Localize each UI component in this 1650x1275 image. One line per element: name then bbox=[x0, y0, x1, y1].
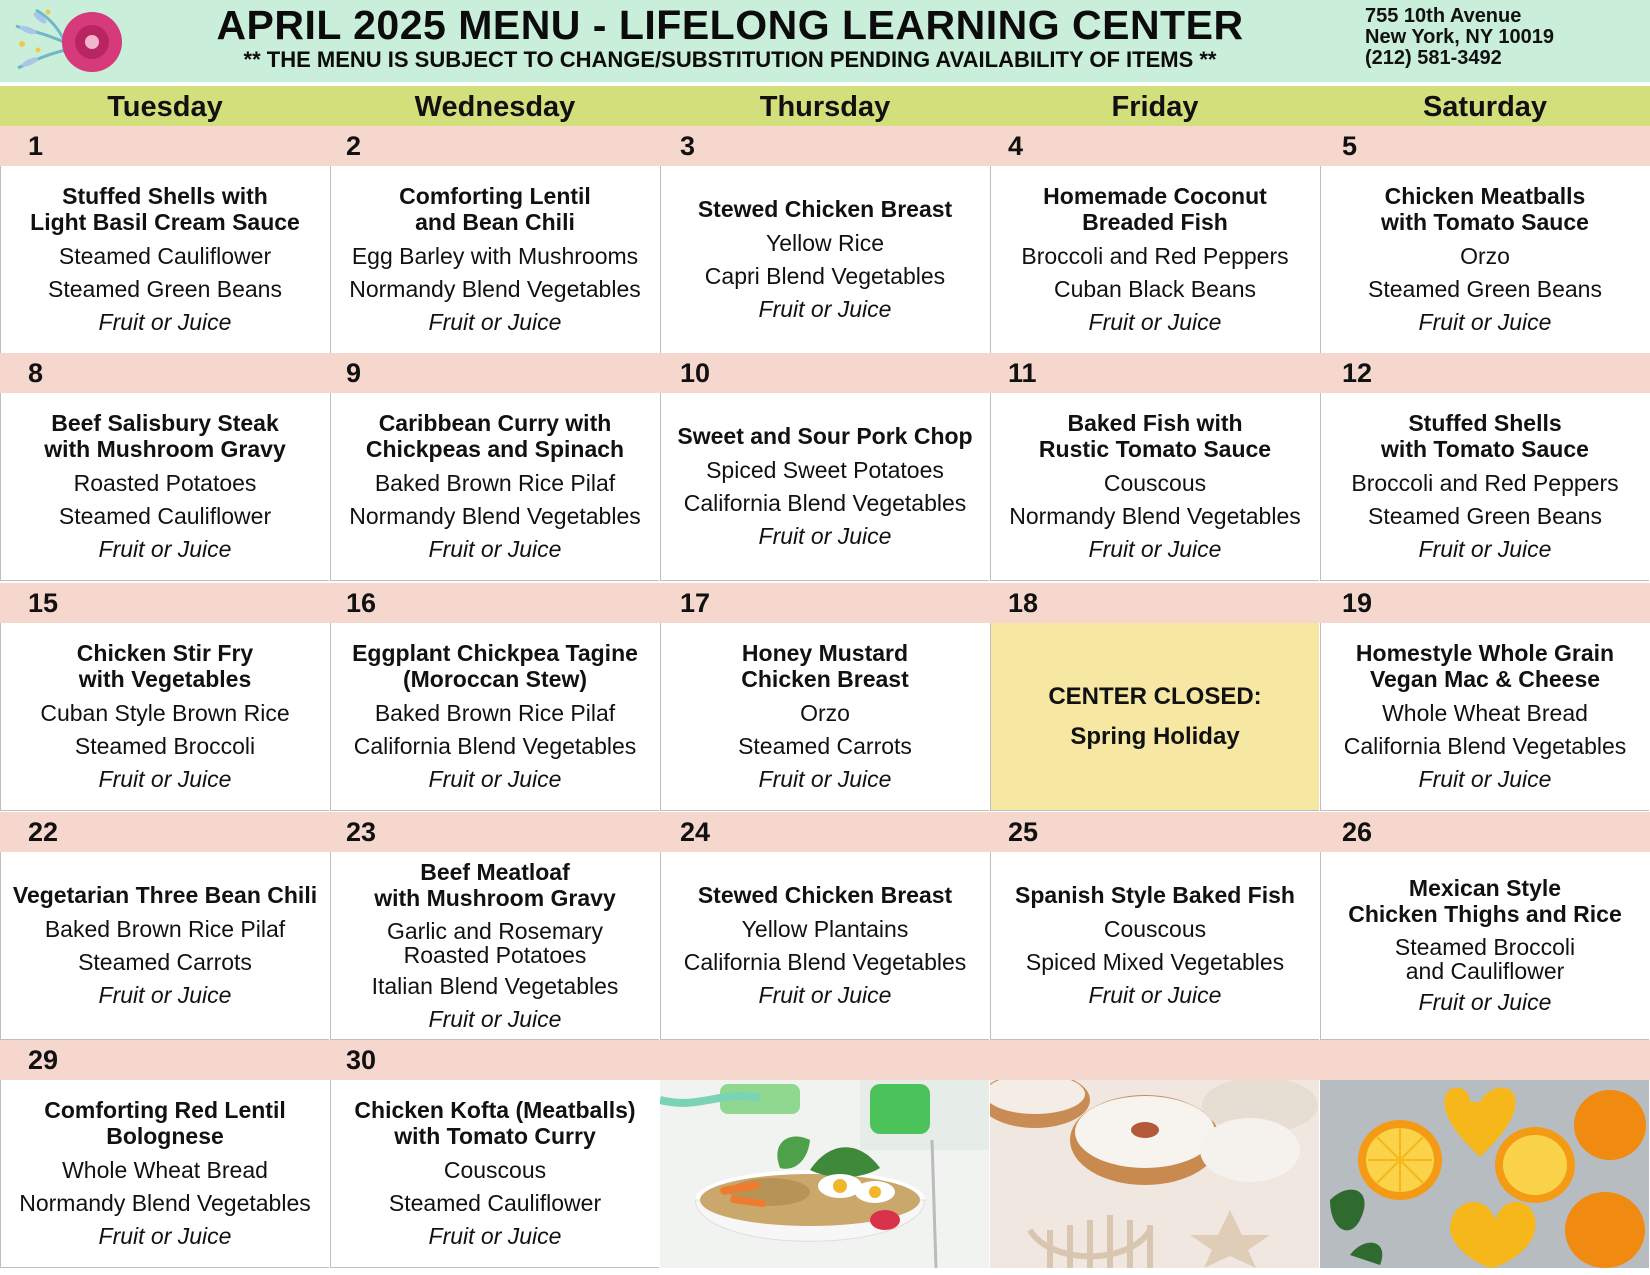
fruit-or-juice: Fruit or Juice bbox=[98, 1223, 232, 1249]
menu-cell-wednesday bbox=[330, 393, 659, 581]
side-dish: California Blend Vegetables bbox=[683, 490, 967, 516]
main-dish: Beef Meatloaf with Mushroom Gravy bbox=[374, 858, 616, 911]
fruit-or-juice: Fruit or Juice bbox=[1418, 989, 1552, 1015]
date-number: 24 bbox=[680, 817, 711, 847]
date-number-row bbox=[0, 583, 1650, 623]
side-dish: Steamed Cauliflower bbox=[388, 1190, 602, 1216]
date-number: 2 bbox=[346, 131, 362, 161]
date-number: 18 bbox=[1008, 588, 1039, 618]
side-dish: California Blend Vegetables bbox=[353, 733, 637, 759]
main-dish: Mexican Style Chicken Thighs and Rice bbox=[1348, 875, 1622, 927]
date-number: 5 bbox=[1342, 131, 1358, 161]
menu-cell-saturday bbox=[1320, 166, 1649, 354]
side-dish: Couscous bbox=[1103, 916, 1207, 942]
fruit-or-juice: Fruit or Juice bbox=[98, 536, 232, 562]
main-dish: Stuffed Shells with Tomato Sauce bbox=[1381, 410, 1589, 462]
side-dish: Normandy Blend Vegetables bbox=[1009, 503, 1301, 529]
address-phone: (212) 581-3492 bbox=[1365, 47, 1502, 69]
fruit-or-juice: Fruit or Juice bbox=[98, 982, 232, 1008]
side-dish: Garlic and Rosemary Roasted Potatoes bbox=[386, 917, 604, 968]
side-dish: Yellow Rice bbox=[765, 230, 885, 256]
side-dish: Spiced Sweet Potatoes bbox=[706, 457, 944, 483]
salad-bowl-photo bbox=[660, 1080, 989, 1268]
date-number: 23 bbox=[346, 817, 377, 847]
date-number: 4 bbox=[1008, 131, 1024, 161]
side-dish: Baked Brown Rice Pilaf bbox=[44, 916, 286, 942]
date-number: 26 bbox=[1342, 817, 1373, 847]
date-number-row bbox=[0, 353, 1650, 393]
page-title: APRIL 2025 MENU - LIFELONG LEARNING CENTER bbox=[216, 2, 1244, 48]
address-street: 755 10th Avenue bbox=[1365, 5, 1522, 27]
date-number: 19 bbox=[1342, 588, 1373, 618]
page-subtitle: ** THE MENU IS SUBJECT TO CHANGE/SUBSTITUTION PENDING AVAILABILITY OF ITEMS ** bbox=[243, 47, 1217, 72]
fruit-or-juice: Fruit or Juice bbox=[428, 766, 562, 792]
menu-cell-thursday bbox=[660, 623, 989, 811]
main-dish: Honey Mustard Chicken Breast bbox=[741, 640, 909, 692]
date-number: 11 bbox=[1008, 358, 1037, 388]
main-dish: Caribbean Curry with Chickpeas and Spinach bbox=[365, 410, 625, 462]
main-dish: Comforting Red Lentil Bolognese bbox=[44, 1097, 286, 1149]
fruit-or-juice: Fruit or Juice bbox=[758, 296, 892, 322]
side-dish: Normandy Blend Vegetables bbox=[349, 503, 641, 529]
weekday-thursday: Thursday bbox=[759, 91, 891, 123]
side-dish: California Blend Vegetables bbox=[683, 949, 967, 975]
side-dish: Italian Blend Vegetables bbox=[371, 972, 619, 999]
fruit-or-juice: Fruit or Juice bbox=[1418, 766, 1552, 792]
menu-cell-tuesday bbox=[0, 1080, 329, 1268]
date-number-row bbox=[0, 1040, 1650, 1080]
side-dish: Roasted Potatoes bbox=[73, 470, 257, 496]
menu-cell-friday bbox=[990, 852, 1319, 1040]
main-dish: Beef Salisbury Steak with Mushroom Gravy bbox=[44, 410, 286, 462]
fruit-or-juice: Fruit or Juice bbox=[428, 536, 562, 562]
date-number: 1 bbox=[28, 131, 44, 161]
main-dish: Stuffed Shells with Light Basil Cream Sauce bbox=[30, 183, 300, 235]
menu-cell-tuesday bbox=[0, 166, 329, 354]
main-dish: Chicken Stir Fry with Vegetables bbox=[76, 640, 254, 692]
date-number: 30 bbox=[346, 1045, 377, 1075]
date-number: 8 bbox=[28, 358, 44, 388]
fruit-or-juice: Fruit or Juice bbox=[428, 1005, 562, 1032]
closed-reason: Spring Holiday bbox=[1070, 722, 1240, 750]
flower-logo-icon bbox=[8, 4, 126, 78]
side-dish: Whole Wheat Bread bbox=[1382, 700, 1588, 726]
side-dish: Egg Barley with Mushrooms bbox=[351, 243, 639, 269]
date-number: 29 bbox=[28, 1045, 59, 1075]
fruit-or-juice: Fruit or Juice bbox=[1418, 536, 1552, 562]
menu-cell-saturday bbox=[1320, 623, 1649, 811]
menu-cell-friday bbox=[990, 393, 1319, 581]
menu-cell-wednesday bbox=[330, 166, 659, 354]
date-number: 9 bbox=[346, 358, 362, 388]
menu-cell-wednesday bbox=[330, 1080, 659, 1268]
main-dish: Comforting Lentil and Bean Chili bbox=[399, 183, 591, 235]
date-number: 17 bbox=[680, 588, 711, 618]
fruit-or-juice: Fruit or Juice bbox=[1088, 309, 1222, 335]
main-dish: Chicken Kofta (Meatballs) with Tomato Curry bbox=[354, 1097, 636, 1149]
date-number: 15 bbox=[28, 588, 59, 618]
side-dish: Yellow Plantains bbox=[741, 916, 909, 942]
weekday-saturday: Saturday bbox=[1422, 91, 1548, 123]
menu-cell-friday bbox=[990, 623, 1319, 811]
main-dish: Baked Fish with Rustic Tomato Sauce bbox=[1038, 410, 1272, 462]
main-dish: Homestyle Whole Grain Vegan Mac & Cheese bbox=[1355, 640, 1615, 692]
date-number: 22 bbox=[28, 817, 59, 847]
menu-cell-wednesday bbox=[330, 623, 659, 811]
menu-cell-tuesday bbox=[0, 852, 329, 1040]
main-dish: Eggplant Chickpea Tagine (Moroccan Stew) bbox=[352, 640, 638, 692]
side-dish: Normandy Blend Vegetables bbox=[19, 1190, 311, 1216]
main-dish: Stewed Chicken Breast bbox=[697, 882, 953, 908]
weekday-header-row bbox=[0, 86, 1650, 129]
side-dish: Normandy Blend Vegetables bbox=[349, 276, 641, 302]
menu-cell-tuesday bbox=[0, 623, 329, 811]
side-dish: Capri Blend Vegetables bbox=[704, 263, 946, 289]
fruit-or-juice: Fruit or Juice bbox=[758, 523, 892, 549]
date-number-row bbox=[0, 812, 1650, 852]
side-dish: Steamed Broccoli bbox=[74, 733, 256, 759]
fruit-or-juice: Fruit or Juice bbox=[1088, 536, 1222, 562]
side-dish: Orzo bbox=[1460, 243, 1510, 269]
side-dish: Steamed Cauliflower bbox=[58, 503, 272, 529]
closed-notice: CENTER CLOSED: bbox=[1048, 682, 1262, 710]
menu-cell-saturday bbox=[1320, 852, 1649, 1040]
side-dish: Steamed Cauliflower bbox=[58, 243, 272, 269]
menu-cell-saturday bbox=[1320, 393, 1649, 581]
fruit-or-juice: Fruit or Juice bbox=[758, 982, 892, 1008]
side-dish: Whole Wheat Bread bbox=[62, 1157, 268, 1183]
weekday-wednesday: Wednesday bbox=[414, 91, 576, 123]
main-dish: Stewed Chicken Breast bbox=[697, 196, 953, 222]
food-photo bbox=[990, 1080, 1319, 1268]
date-number: 10 bbox=[680, 358, 711, 388]
food-photo bbox=[1320, 1080, 1649, 1268]
side-dish: Spiced Mixed Vegetables bbox=[1025, 949, 1285, 975]
orange-juice-photo bbox=[1320, 1080, 1649, 1268]
menu-cell-friday bbox=[990, 166, 1319, 354]
side-dish: Broccoli and Red Peppers bbox=[1021, 243, 1289, 269]
main-dish: Vegetarian Three Bean Chili bbox=[12, 882, 318, 908]
weekday-tuesday: Tuesday bbox=[107, 91, 223, 123]
date-number: 12 bbox=[1342, 358, 1373, 388]
side-dish: California Blend Vegetables bbox=[1343, 733, 1627, 759]
fruit-or-juice: Fruit or Juice bbox=[758, 766, 892, 792]
menu-cell-wednesday bbox=[330, 852, 659, 1040]
powdered-donuts-photo bbox=[990, 1080, 1319, 1268]
menu-cell-thursday bbox=[660, 166, 989, 354]
weekday-friday: Friday bbox=[1111, 91, 1199, 123]
food-photo bbox=[660, 1080, 989, 1268]
side-dish: Cuban Black Beans bbox=[1053, 276, 1256, 302]
date-number: 3 bbox=[680, 131, 696, 161]
main-dish: Sweet and Sour Pork Chop bbox=[677, 423, 973, 449]
side-dish: Baked Brown Rice Pilaf bbox=[374, 470, 616, 496]
side-dish: Steamed Green Beans bbox=[1368, 276, 1602, 302]
fruit-or-juice: Fruit or Juice bbox=[428, 309, 562, 335]
side-dish: Steamed Green Beans bbox=[1368, 503, 1602, 529]
center-address bbox=[1365, 6, 1554, 69]
menu-cell-thursday bbox=[660, 852, 989, 1040]
menu-cell-tuesday bbox=[0, 393, 329, 581]
side-dish: Orzo bbox=[800, 700, 850, 726]
fruit-or-juice: Fruit or Juice bbox=[1418, 309, 1552, 335]
side-dish: Broccoli and Red Peppers bbox=[1351, 470, 1619, 496]
fruit-or-juice: Fruit or Juice bbox=[428, 1223, 562, 1249]
side-dish: Couscous bbox=[1103, 470, 1207, 496]
main-dish: Chicken Meatballs with Tomato Sauce bbox=[1381, 183, 1589, 235]
fruit-or-juice: Fruit or Juice bbox=[98, 766, 232, 792]
date-number: 25 bbox=[1008, 817, 1039, 847]
page-header bbox=[0, 0, 1650, 82]
fruit-or-juice: Fruit or Juice bbox=[98, 309, 232, 335]
date-number: 16 bbox=[346, 588, 377, 618]
date-number-row bbox=[0, 126, 1650, 166]
menu-cell-thursday bbox=[660, 393, 989, 581]
side-dish: Steamed Carrots bbox=[78, 949, 252, 975]
fruit-or-juice: Fruit or Juice bbox=[1088, 982, 1222, 1008]
main-dish: Homemade Coconut Breaded Fish bbox=[1043, 183, 1267, 235]
side-dish: Couscous bbox=[443, 1157, 547, 1183]
side-dish: Baked Brown Rice Pilaf bbox=[374, 700, 616, 726]
side-dish: Cuban Style Brown Rice bbox=[40, 700, 290, 726]
main-dish: Spanish Style Baked Fish bbox=[1015, 882, 1295, 908]
address-city: New York, NY 10019 bbox=[1365, 26, 1555, 48]
side-dish: Steamed Green Beans bbox=[48, 276, 282, 302]
side-dish: Steamed Carrots bbox=[738, 733, 912, 759]
side-dish: Steamed Broccoli and Cauliflower bbox=[1394, 934, 1576, 984]
